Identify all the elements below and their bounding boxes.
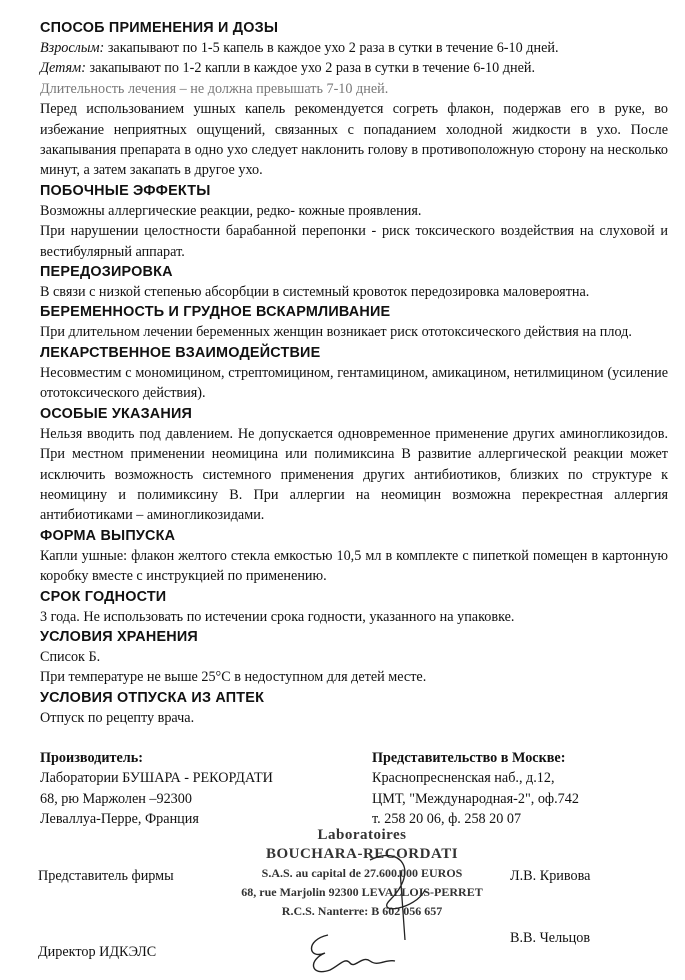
- representative-line1: Краснопресненская наб., д.12,: [372, 770, 555, 787]
- representative-line3: т. 258 20 06, ф. 258 20 07: [372, 811, 522, 828]
- form-p1: Капли ушные: флакон желтого стекла емкостью 10,5 мл в комплекте с пипеткой помещен в картонную коробку вместе с инструкцией по применению.: [40, 547, 668, 585]
- section-title-pregnancy: БЕРЕМЕННОСТЬ И ГРУДНОЕ ВСКАРМЛИВАНИЕ: [40, 304, 391, 321]
- director-name: В.В. Чельцов: [510, 930, 591, 946]
- stamp-line4: 68, rue Marjolin 92300 LEVALLOIS-PERRET: [241, 885, 483, 899]
- stamp-line5: R.C.S. Nanterre: B 602 056 657: [281, 904, 443, 918]
- section-title-form: ФОРМА ВЫПУСКА: [40, 527, 176, 544]
- children-label: Детям:: [40, 60, 86, 77]
- stamp-line2: BOUCHARA-RECORDATI: [265, 846, 459, 862]
- section-title-storage: УСЛОВИЯ ХРАНЕНИЯ: [40, 628, 198, 645]
- section-title-dosage: СПОСОБ ПРИМЕНЕНИЯ И ДОЗЫ: [40, 20, 279, 36]
- manufacturer-block: [40, 748, 360, 830]
- section-title-side-effects: ПОБОЧНЫЕ ЭФФЕКТЫ: [40, 182, 211, 199]
- manufacturer-label: Производитель:: [40, 750, 143, 766]
- dosage-adults: [40, 38, 668, 58]
- pregnancy-p1: При длительном лечении беременных женщин возникает риск ототоксического действия на плод.: [40, 324, 632, 341]
- adults-label: Взрослым:: [40, 40, 105, 56]
- dosage-duration: Длительность лечения – не должна превышать 7-10 дней.: [40, 80, 389, 97]
- director-label: Директор ИДКЭЛС: [38, 944, 157, 960]
- overdose-p1: В связи с низкой степенью абсорбции в системный кровоток передозировка маловероятна.: [40, 284, 590, 301]
- section-title-shelf-life: СРОК ГОДНОСТИ: [40, 588, 167, 605]
- representative-label: Представительство в Москве:: [372, 750, 566, 766]
- stamp-line1: Laboratoires: [317, 827, 407, 843]
- firm-rep-name: Л.В. Кривова: [510, 868, 591, 884]
- manufacturer-line3: Леваллуа-Перре, Франция: [40, 811, 199, 828]
- dosage-children: [40, 58, 668, 78]
- instruction-document: [40, 18, 668, 728]
- adults-text: закапывают по 1-5 капель в каждое ухо 2 раза в сутки в течение 6-10 дней.: [104, 40, 559, 56]
- side-effects-p2: При нарушении целостности барабанной перепонки - риск токсического воздействия на слуховой и вестибулярный аппарат.: [40, 223, 668, 260]
- representative-block: [372, 748, 672, 830]
- firm-rep-label: Представитель фирмы: [38, 868, 174, 884]
- storage-p1: Список Б.: [40, 648, 101, 665]
- section-title-interactions: ЛЕКАРСТВЕННОЕ ВЗАИМОДЕЙСТВИЕ: [40, 344, 321, 361]
- section-title-special: ОСОБЫЕ УКАЗАНИЯ: [40, 405, 193, 422]
- dosage-warming: Перед использованием ушных капель рекомендуется согреть флакон, подержав его в руке, во избежание неприятных ощущений, связанных с попаданием холодной жидкости в ухо. После закапывания препарата в одно ухо следует наклонить голову в противоположную сторону на несколько минут, а затем закапать в другое ухо.: [40, 101, 668, 179]
- dispensing-p1: Отпуск по рецепту врача.: [40, 709, 195, 726]
- special-p1: Нельзя вводить под давлением. Не допускается одновременное применение других аминогликозидов. При местном применении неомицина или полимиксина В развитие аллергической реакции может исключить возможность системного применения других антибиотиков, близких по структуре к неомицину и полимиксину В. При аллергии на неомицин возможна перекрестная аллергия антибиотиками – аминогликозидами.: [40, 425, 668, 524]
- children-text: закапывают по 1-2 капли в каждое ухо 2 раза в сутки в течение 6-10 дней.: [85, 60, 536, 77]
- section-title-overdose: ПЕРЕДОЗИРОВКА: [40, 264, 173, 281]
- manufacturer-line2: 68, рю Маржолен –92300: [40, 790, 192, 807]
- director-signature-icon: [300, 925, 420, 980]
- section-title-dispensing: УСЛОВИЯ ОТПУСКА ИЗ АПТЕК: [40, 689, 265, 706]
- representative-line2: ЦМТ, "Международная-2", оф.742: [372, 790, 579, 807]
- manufacturer-line1: Лаборатории БУШАРА - РЕКОРДАТИ: [40, 770, 273, 787]
- side-effects-p1: Возможны аллергические реакции, редко- кожные проявления.: [40, 202, 422, 219]
- interactions-p1: Несовместим с мономицином, стрептомицином, гентамицином, амикацином, нетилмицином (усиление ототоксического действия).: [40, 364, 668, 402]
- storage-p2: При температуре не выше 25°С в недоступном для детей месте.: [40, 669, 427, 686]
- stamp-line3: S.A.S. au capital de 27.600.000 EUROS: [261, 866, 463, 880]
- shelf-life-p1: 3 года. Не использовать по истечении срока годности, указанного на упаковке.: [40, 608, 515, 625]
